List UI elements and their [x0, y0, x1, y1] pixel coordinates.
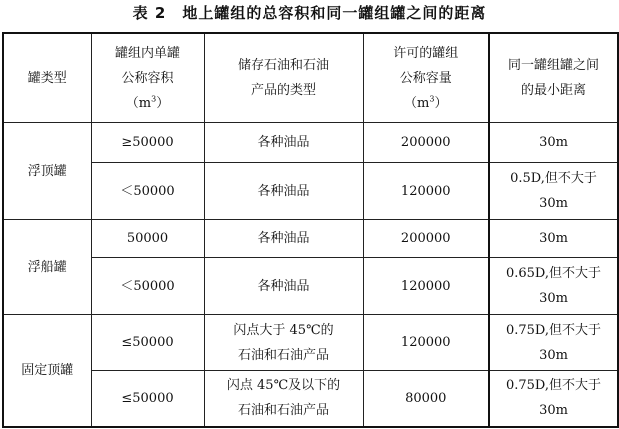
distance-cell: 0.75D,但不大于 30m — [489, 371, 618, 427]
table-row — [3, 123, 618, 163]
volume-cell: ≤50000 — [91, 315, 204, 371]
capacity-cell: 200000 — [363, 220, 489, 258]
product-cell: 闪点 45℃及以下的 石油和石油产品 — [204, 371, 363, 427]
product-cell: 闪点大于 45℃的 石油和石油产品 — [204, 315, 363, 371]
tank-type-cell: 浮船罐 — [3, 220, 91, 315]
header-single-volume: 罐组内单罐 公称容积 $(m^3)$ — [91, 33, 204, 123]
tank-type-cell: 固定顶罐 — [3, 315, 91, 427]
capacity-cell: 120000 — [363, 258, 489, 315]
table-row — [3, 371, 618, 427]
tank-type-cell: 浮顶罐 — [3, 123, 91, 220]
distance-cell: 0.75D,但不大于 30m — [489, 315, 618, 371]
table-row — [3, 315, 618, 371]
header-tank-type: 罐类型 — [3, 33, 91, 123]
capacity-cell: 120000 — [363, 163, 489, 220]
product-cell: 各种油品 — [204, 123, 363, 163]
distance-cell: 0.65D,但不大于 30m — [489, 258, 618, 315]
volume-cell: ＜50000 — [91, 258, 204, 315]
capacity-cell: 80000 — [363, 371, 489, 427]
header-product-type: 储存石油和石油 产品的类型 — [204, 33, 363, 123]
volume-cell: ＜50000 — [91, 163, 204, 220]
tank-distance-table — [2, 32, 619, 428]
capacity-cell: 200000 — [363, 123, 489, 163]
header-group-capacity: 许可的罐组 公称容量 $(m^3)$ — [363, 33, 489, 123]
header-min-distance: 同一罐组罐之间 的最小距离 — [489, 33, 618, 123]
product-cell: 各种油品 — [204, 258, 363, 315]
volume-cell: 50000 — [91, 220, 204, 258]
volume-cell: ≤50000 — [91, 371, 204, 427]
header-row — [3, 33, 618, 123]
distance-cell: 30m — [489, 220, 618, 258]
table-row — [3, 258, 618, 315]
table-title: 表 2 地上罐组的总容积和同一罐组罐之间的距离 — [132, 4, 487, 22]
distance-cell: 30m — [489, 123, 618, 163]
distance-cell: 0.5D,但不大于 30m — [489, 163, 618, 220]
product-cell: 各种油品 — [204, 220, 363, 258]
table-row — [3, 220, 618, 258]
capacity-cell: 120000 — [363, 315, 489, 371]
table-row — [3, 163, 618, 220]
volume-cell: ≥50000 — [91, 123, 204, 163]
product-cell: 各种油品 — [204, 163, 363, 220]
